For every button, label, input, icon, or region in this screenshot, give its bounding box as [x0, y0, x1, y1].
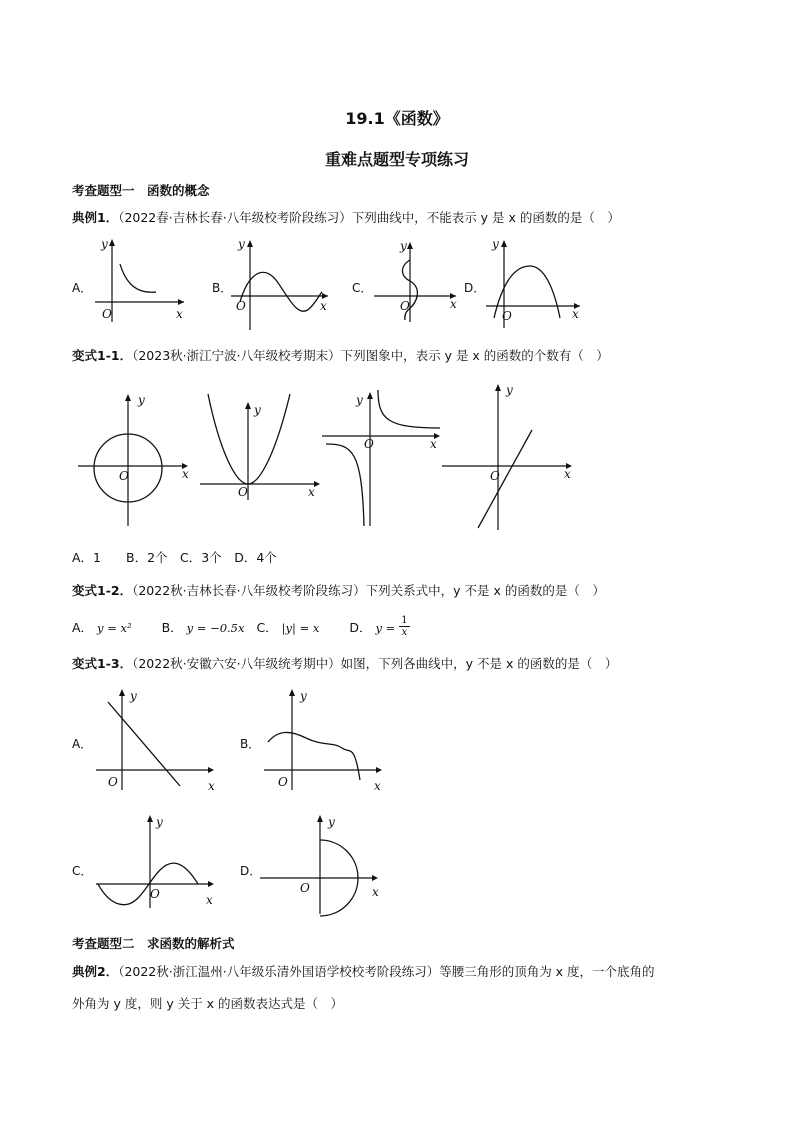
q4-graph-c — [94, 812, 224, 912]
fraction-numerator: 1 — [401, 615, 408, 626]
q2-graph-circle — [78, 392, 198, 527]
question-tag: 典例1． — [72, 210, 119, 225]
axis-y-label: y — [328, 815, 335, 829]
q1-graph-d — [484, 236, 594, 331]
option-b-expression: y = −0.5x — [186, 621, 245, 635]
option-label-c: C． — [72, 864, 93, 878]
axis-x-label: x — [564, 467, 571, 481]
q3-options — [72, 617, 410, 640]
axis-x-label: x — [430, 437, 437, 451]
question-1 — [72, 208, 620, 226]
axis-y-label: y — [506, 383, 513, 397]
q4-graph-b — [262, 686, 392, 796]
section-heading-1: 考查题型一 函数的概念 — [72, 183, 210, 198]
option-label-d: D． — [240, 864, 262, 878]
axis-x-label: x — [572, 307, 579, 321]
q1-graph-c — [370, 236, 470, 326]
axis-y-label: y — [238, 237, 245, 251]
question-tag: 典例2． — [72, 964, 119, 979]
option-label-d: D． — [349, 620, 372, 635]
question-2 — [72, 346, 609, 364]
origin-label: O — [490, 469, 500, 483]
axis-y-label: y — [356, 393, 363, 407]
option-c-expression: |y| = x — [281, 621, 320, 635]
question-tag: 变式1-1． — [72, 348, 133, 363]
option-label-a: A． — [72, 737, 93, 751]
axis-x-label: x — [320, 299, 327, 313]
q1-graph-b — [228, 236, 338, 331]
q1-graph-a — [92, 236, 192, 324]
option-d-fraction — [399, 615, 409, 638]
option-label-c: C． — [352, 281, 373, 295]
origin-label: O — [502, 309, 512, 323]
option-label-b: B． — [161, 620, 183, 635]
axis-x-label: x — [308, 485, 315, 499]
origin-label: O — [119, 469, 129, 483]
question-text: （2023秋·浙江宁波·八年级校考期末）下列图象中，表示 y 是 x 的函数的个数有（ ） — [132, 348, 609, 363]
option-a-expression: y = x² — [97, 621, 132, 635]
origin-label: O — [364, 437, 374, 451]
question-3 — [72, 581, 605, 599]
origin-label: O — [400, 299, 410, 313]
axis-y-label: y — [156, 815, 163, 829]
q4-graph-d — [258, 812, 388, 917]
origin-label: O — [236, 299, 246, 313]
axis-y-label: y — [400, 239, 407, 253]
axis-x-label: x — [450, 297, 457, 311]
axis-y-label: y — [130, 689, 137, 703]
axis-y-label: y — [138, 393, 145, 407]
axis-x-label: x — [374, 779, 381, 793]
question-tag: 变式1-2． — [72, 583, 133, 598]
axis-y-label: y — [254, 403, 261, 417]
question-text: （2022秋·安徽六安·八年级统考期中）如图，下列各曲线中，y 不是 x 的函数的是（ ） — [132, 656, 618, 671]
option-label-a: A． — [72, 620, 94, 635]
question-text: （2022秋·吉林长春·八年级校考阶段练习）下列关系式中，y 不是 x 的函数的是（ ） — [132, 583, 605, 598]
document-subtitle: 重难点题型专项练习 — [324, 150, 469, 169]
axis-y-label: y — [101, 237, 108, 251]
option-label-b: B． — [240, 737, 261, 751]
option-label-a: A． — [72, 281, 93, 295]
option-label-b: B． — [212, 281, 233, 295]
q2-graph-hyperbola — [322, 386, 447, 528]
axis-y-label: y — [300, 689, 307, 703]
axis-y-label: y — [492, 237, 499, 251]
axis-x-label: x — [372, 885, 379, 899]
q2-answer-options: A．1 B．2个 C．3个 D．4个 — [72, 550, 277, 565]
question-5 — [72, 962, 655, 980]
option-label-c: C． — [256, 620, 278, 635]
axis-x-label: x — [206, 893, 213, 907]
question-4 — [72, 654, 617, 672]
question-text-line-1: （2022秋·浙江温州·八年级乐清外国语学校校考阶段练习）等腰三角形的顶角为 x 度，一个底角的 — [118, 964, 655, 979]
fraction-denominator: x — [401, 627, 408, 638]
document-title: 19.1《函数》 — [345, 109, 449, 128]
axis-x-label: x — [208, 779, 215, 793]
axis-x-label: x — [182, 467, 189, 481]
origin-label: O — [102, 307, 112, 321]
origin-label: O — [108, 775, 118, 789]
q2-graph-parabola — [200, 392, 325, 502]
question-text-line-2: 外角为 y 度，则 y 关于 x 的函数表达式是（ ） — [72, 996, 344, 1011]
section-heading-2: 考查题型二 求函数的解析式 — [72, 936, 235, 951]
option-label-d: D． — [464, 281, 486, 295]
q2-graph-line — [442, 382, 582, 532]
option-d-expression-lhs: y = — [375, 621, 396, 635]
origin-label: O — [238, 485, 248, 499]
origin-label: O — [278, 775, 288, 789]
origin-label: O — [300, 881, 310, 895]
origin-label: O — [150, 887, 160, 901]
question-text: （2022春·吉林长春·八年级校考阶段练习）下列曲线中，不能表示 y 是 x 的函数的是（ ） — [118, 210, 620, 225]
axis-x-label: x — [176, 307, 183, 321]
question-tag: 变式1-3． — [72, 656, 133, 671]
q4-graph-a — [94, 686, 224, 796]
